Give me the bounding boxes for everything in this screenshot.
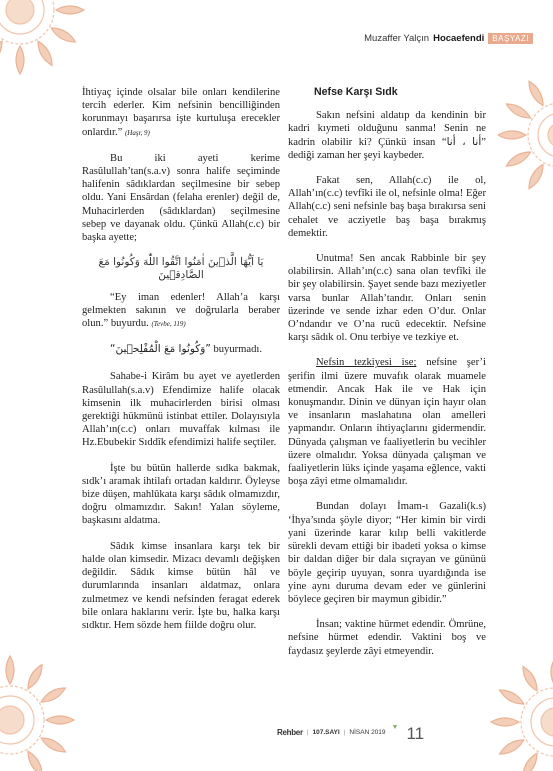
paragraph	[82, 86, 280, 140]
verse-reference: (Tevbe, 119)	[151, 320, 186, 329]
arabic-line	[82, 343, 280, 356]
issue-date: NİSAN 2019	[349, 728, 386, 736]
right-column	[288, 86, 486, 670]
section-badge: BAŞYAZI	[488, 33, 533, 44]
page-number: 11	[406, 724, 425, 743]
paragraph: Sâdık kimse insanlara karşı tek bir halde olan kimsedir. Mizacı devamlı değişken değildir. Sâdık kimse bütün hâl ve durumlarında insanları aldatmaz, onlara zulmetmez ve kendi nefsinden feragat ederek bile onlara haklarını verir. İşte bu, halka karşı sıdktır. Hem sözde hem fiilde doğru olur.	[82, 540, 280, 631]
triangle-icon: ▼	[391, 723, 399, 731]
page-header	[364, 31, 533, 45]
paragraph: Sakın nefsini aldatıp da kendinin bir kadri kıymeti olduğunu sanma! Senin ne kadrin olabilir ki? Çünkü insan “أنا ، أنا” dediği zaman her şeyi kaybeder.	[288, 110, 486, 161]
mandala-ornament-top-left	[0, 0, 100, 80]
paragraph-text: “Ey iman edenler! Allah’a karşı gelmekten sakının ve doğrularla beraber olun.” buyurdu.	[82, 291, 280, 330]
paragraph: Bu iki ayeti kerime Rasûlullah’tan(s.a.v) sonra halife seçiminde halifenin sâdıklardan seçilmesine bir sebep oldu. Yani Ensârdan (felaha erenler) değil de, Muhacirlerden (sâdıklardan) seçilmesine sebep ve dayanak oldu. Çünkü Allah(c.c) bir başka ayette;	[82, 152, 280, 244]
paragraph-text: İhtiyaç içinde olsalar bile onları kendilerine tercih ederler. Kim nefsinin bencilliğinden korunmayı başarırsa işte kurtuluşa erecekler onlardır.”	[82, 87, 280, 138]
paragraph-text: buyurmadı.	[213, 344, 262, 356]
divider: |	[343, 728, 346, 736]
paragraph-text: nefsine şer’i şerifin ilmi üzere muvafık olarak muamele etmendir. Ancak Hak ile ve Hak için konuşmandır. Dinin ve dünyan için hayır olan ve insanların maslahatına olan amelleri yapmandır. Onların ihtiyaçlarını gidermendir. Dünyada çalışman ve faaliyetlerin bu vecihler üzere olmalıdır. Yoksa dünyada çalışman ve faaliyetlerin lüks içinde yaşama eğlence, vakti boşa zâyi etme olmamalıdır.	[288, 357, 487, 488]
magazine-logo: Rehber	[277, 727, 303, 737]
paragraph: İşte bu bütün hallerde sıdka bakmak, sıdk’ı aramak ihtilafı ortadan kaldırır. Öyleyse bize düşen, mahlûkata karşı sâdık olmamızdır, doğru olmamızdır. Sakın! Yalan söyleme, başkasını aldatma.	[82, 462, 280, 527]
divider: |	[306, 728, 309, 736]
section-title: Nefse Karşı Sıdk	[314, 86, 398, 98]
arabic-verse: يَا اَيُّهَا الَّذٖينَ اٰمَنُوا اتَّقُوا اللّٰهَ وَكُونُوا مَعَ الصَّادِقٖينَ	[98, 256, 264, 282]
underlined-lead: Nefsin tezkiyesi ise;	[316, 357, 417, 369]
verse-reference: (Haşr, 9)	[124, 128, 150, 137]
paragraph: İnsan; vaktine hürmet edendir. Ömrüne, nefsine hürmet edendir. Vaktini boş ve faydasız şeylerde zâyi etmeyendir.	[288, 619, 486, 657]
issue-number: 107.SAYI	[312, 728, 340, 736]
header-author-title: Hocaefendi	[433, 32, 485, 44]
paragraph: Unutma! Sen ancak Rabbinle bir şey olabilirsin. Allah’ın(c.c) sana olan tevfîki ile bir şey olabilirsin. Şayet sende bazı meziyetler varsa bunlar Allah’tandır. Onları senin üzerinde ve sende izhar eden O’dur. Onlar O’ndandır ve O’na rucû edecektir. Nefsine karşı sâdık ol. Onu terbiye ve tezkiye et.	[288, 253, 486, 344]
header-author: Muzaffer Yalçın	[364, 32, 430, 44]
mandala-ornament-right	[498, 60, 553, 210]
left-column	[82, 86, 280, 644]
arabic-verse-inline: “وَكُونُوا مَعَ الْمُفْلِحٖينَ”	[110, 343, 211, 356]
paragraph	[288, 356, 486, 488]
paragraph: Sahabe-i Kirâm bu ayet ve ayetlerden Rasûlullah(s.a.v) Efendimize halife olacak kimsenin ilk muhacirlerden birisi olması gerektiği hükmünü istinbat ettiler. Dolayısıyla Allah’ın(c.c) onları muvaffak kılması ile Hz.Ebubekir Sıddîk efendimizi halife seçtiler.	[82, 371, 280, 449]
paragraph: Fakat sen, Allah(c.c) ile ol, Allah’ın(c.c) tevfîki ile ol, nefsinle olma! Eğer Allah(c.c) seni nefsinle baş başa bırakırsa seni cehalet ve acziyetle baş başa bırakmış demektir.	[288, 175, 486, 239]
paragraph: Bundan dolayı İmam-ı Gazali(k.s) ‘İhya’sında şöyle diyor; “Her kimin bir virdi yani üzerinde karar kılıp belli vakitlerde sürekli devam ettiği bir ibadeti yoksa o kimse bir daldan diğer bir dala sıçrayan ve gününü böyle geçirip uyuyan, sonra uyardığında ise yine aynı duruma devam eder ve günlerini böylece geçiren bir maymun gibidir.”	[288, 501, 486, 605]
page-footer	[277, 723, 425, 743]
paragraph	[82, 291, 280, 332]
mandala-ornament-bottom-left	[0, 640, 90, 771]
